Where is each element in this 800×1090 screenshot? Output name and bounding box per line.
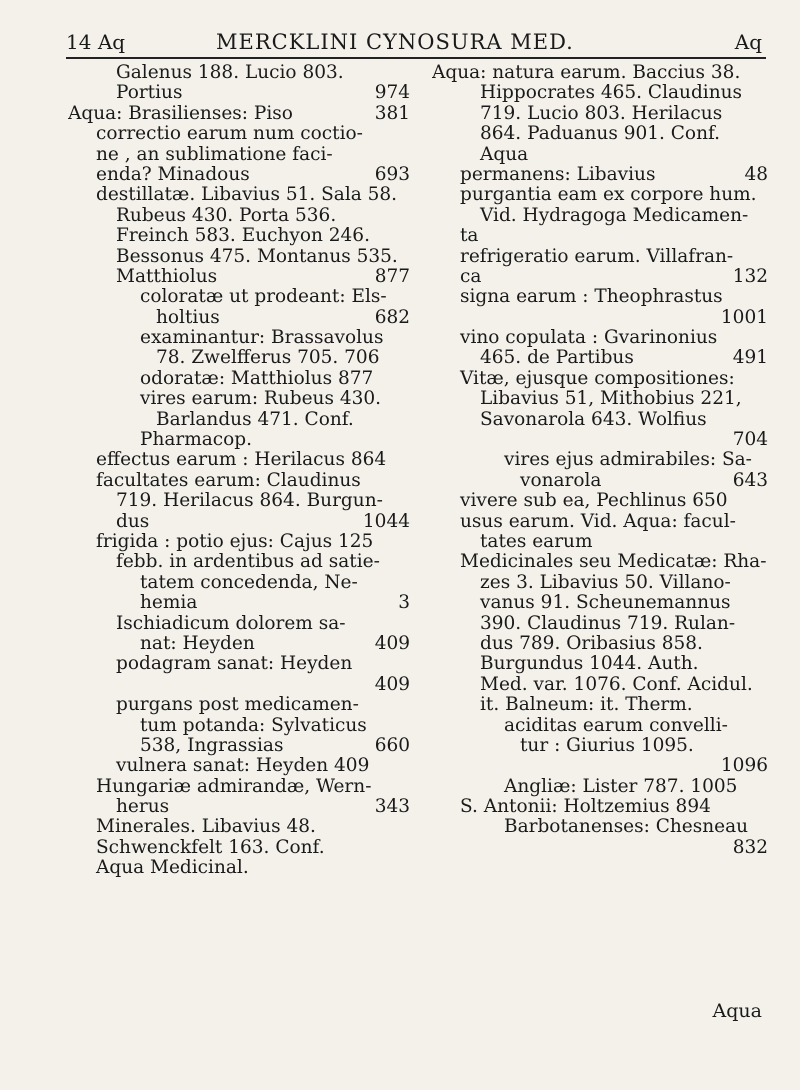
index-line [68, 654, 410, 674]
index-entry-text: 78. Zwelfferus 705. 706 [156, 348, 380, 369]
index-entry-text: 864. Paduanus 901. Conf. [480, 124, 721, 145]
index-line [432, 83, 768, 103]
index-entry-page-ref: 877 [374, 266, 410, 287]
index-line [432, 247, 768, 267]
index-entry-text: Hungariæ admirandæ, Wern- [96, 776, 372, 797]
index-line [432, 185, 768, 205]
index-line [432, 838, 768, 858]
index-entry-text: tatem concedenda, Ne- [140, 572, 358, 593]
index-entry-text: odoratæ: Matthiolus 877 [140, 368, 374, 389]
index-line [68, 532, 410, 552]
index-line [68, 736, 410, 756]
index-entry-text: Aqua: Brasilienses: Piso [68, 103, 293, 124]
index-entry-text: nat: Heyden [140, 633, 255, 654]
index-entry-text: refrigeratio earum. Villafran- [460, 246, 734, 267]
index-line [432, 654, 768, 674]
header-rule [66, 57, 766, 59]
index-line [432, 389, 768, 409]
index-entry-page-ref: 409 [374, 674, 410, 695]
index-entry-text: Angliæ: Lister 787. 1005 [504, 776, 738, 797]
index-entry-text: ca [460, 266, 482, 287]
index-line [68, 145, 410, 165]
index-entry-text: Bessonus 475. Montanus 535. [116, 246, 398, 267]
index-entry-text: facultates earum: Claudinus [96, 470, 361, 491]
index-entry-text: Rubeus 430. Porta 536. [116, 205, 337, 226]
index-line [432, 430, 768, 450]
index-line [432, 124, 768, 144]
index-line [68, 450, 410, 470]
index-entry-text: usus earum. Vid. Aqua: facul- [460, 511, 736, 532]
index-line [68, 797, 410, 817]
index-line [68, 83, 410, 103]
index-entry-text: Minerales. Libavius 48. [96, 817, 316, 838]
index-entry-text: hemia [140, 593, 198, 614]
index-line [68, 389, 410, 409]
index-entry-text: herus [116, 797, 170, 818]
index-line [68, 267, 410, 287]
index-line [432, 634, 768, 654]
index-entry-text: Med. var. 1076. Conf. Acidul. [480, 674, 753, 695]
index-entry-text: purgans post medicamen- [116, 695, 359, 716]
index-entry-text: aciditas earum convelli- [504, 715, 728, 736]
index-line [68, 756, 410, 776]
index-entry-page-ref: 693 [374, 164, 410, 185]
signature-left: Aq [97, 30, 126, 54]
index-entry-text: Vid. Hydragoga Medicamen- [480, 205, 749, 226]
index-entry-text: effectus earum : Herilacus 864 [96, 450, 387, 471]
index-line [432, 491, 768, 511]
right-column [432, 63, 768, 858]
index-line [68, 675, 410, 695]
index-line [432, 287, 768, 307]
index-line [432, 593, 768, 613]
index-line [68, 247, 410, 267]
index-line [68, 63, 410, 83]
index-line [432, 675, 768, 695]
index-entry-text: vires earum: Rubeus 430. [140, 389, 382, 410]
index-entry-text: Portius [116, 83, 183, 104]
index-line [68, 716, 410, 736]
index-line [432, 450, 768, 470]
index-line [68, 430, 410, 450]
index-entry-page-ref: 343 [374, 797, 410, 818]
index-line [432, 736, 768, 756]
catchword: Aqua [712, 1000, 762, 1022]
index-line [432, 817, 768, 837]
index-line [68, 512, 410, 532]
index-entry-page-ref: 48 [744, 164, 768, 185]
signature-right: Aq [734, 30, 762, 54]
index-entry-text: febb. in ardentibus ad satie- [116, 552, 380, 573]
index-line [68, 634, 410, 654]
index-entry-text: destillatæ. Libavius 51. Sala 58. [96, 185, 398, 206]
index-line [68, 593, 410, 613]
index-line [68, 858, 410, 878]
index-entry-text: zes 3. Libavius 50. Villano- [480, 572, 731, 593]
index-entry-page-ref: 643 [732, 470, 768, 491]
index-entry-text: Aqua Medicinal. [96, 858, 249, 879]
index-entry-page-ref: 381 [374, 103, 410, 124]
index-line [432, 756, 768, 776]
index-line [68, 817, 410, 837]
index-entry-text: ta [460, 226, 479, 247]
index-entry-text: Galenus 188. Lucio 803. [116, 63, 344, 83]
index-entry-text: 719. Herilacus 864. Burgun- [116, 491, 383, 512]
index-line [68, 410, 410, 430]
index-line [68, 287, 410, 307]
index-line [432, 328, 768, 348]
index-entry-text: coloratæ ut prodeant: Els- [140, 287, 387, 308]
index-entry-text: vonarola [520, 470, 602, 491]
running-header [66, 30, 770, 58]
index-entry-text: ne , an sublimatione faci- [96, 144, 333, 165]
index-entry-text: tur : Giurius 1095. [520, 735, 694, 756]
index-entry-text: holtius [156, 307, 220, 328]
index-entry-page-ref: 132 [732, 266, 768, 287]
index-entry-text: dus 789. Oribasius 858. [480, 633, 703, 654]
index-entry-page-ref: 682 [374, 307, 410, 328]
index-entry-page-ref: 974 [374, 83, 410, 104]
index-entry-text: Schwenckfelt 163. Conf. [96, 837, 325, 858]
index-line [432, 614, 768, 634]
index-entry-text: vino copulata : Gvarinonius [460, 328, 718, 349]
index-entry-text: purgantia eam ex corpore hum. [460, 185, 757, 206]
index-line [432, 63, 768, 83]
index-entry-text: it. Balneum: it. Therm. [480, 695, 693, 716]
index-line [432, 552, 768, 572]
index-line [68, 328, 410, 348]
index-line [432, 532, 768, 552]
index-line [68, 552, 410, 572]
index-line [432, 226, 768, 246]
index-line [432, 369, 768, 389]
index-entry-page-ref: 660 [374, 735, 410, 756]
index-entry-text: Hippocrates 465. Claudinus [480, 83, 743, 104]
index-entry-text: Burgundus 1044. Auth. [480, 654, 699, 675]
index-line [68, 471, 410, 491]
index-line [68, 165, 410, 185]
left-column [68, 63, 410, 879]
index-entry-text: Medicinales seu Medicatæ: Rha- [460, 552, 767, 573]
index-line [432, 165, 768, 185]
index-line [68, 206, 410, 226]
index-entry-text: examinantur: Brassavolus [140, 328, 384, 349]
index-entry-text: Libavius 51, Mithobius 221, [480, 389, 742, 410]
index-entry-text: Savonarola 643. Wolfius [480, 409, 707, 430]
index-entry-page-ref: 1096 [720, 756, 768, 777]
index-line [68, 491, 410, 511]
index-line [68, 124, 410, 144]
index-entry-text: S. Antonii: Holtzemius 894 [460, 797, 711, 818]
index-line [68, 838, 410, 858]
index-entry-text: podagram sanat: Heyden [116, 654, 353, 675]
index-line [432, 145, 768, 165]
index-entry-text: 390. Claudinus 719. Rulan- [480, 613, 736, 634]
index-entry-text: Barlandus 471. Conf. [156, 409, 354, 430]
index-entry-text: Matthiolus [116, 266, 218, 287]
running-title: MERCKLINI CYNOSURA MED. [216, 30, 574, 54]
index-entry-page-ref: 832 [732, 837, 768, 858]
index-entry-text: Vitæ, ejusque compositiones: [460, 368, 735, 389]
index-entry-page-ref: 491 [732, 348, 768, 369]
index-entry-text: 538, Ingrassias [140, 735, 284, 756]
index-line [432, 267, 768, 287]
index-line [432, 410, 768, 430]
index-entry-text: enda? Minadous [96, 164, 250, 185]
index-entry-text: Freinch 583. Euchyon 246. [116, 226, 370, 247]
index-entry-page-ref: 409 [374, 633, 410, 654]
index-line [432, 695, 768, 715]
index-entry-text: Pharmacop. [140, 430, 253, 451]
index-entry-text: vires ejus admirabiles: Sa- [504, 450, 752, 471]
index-entry-text: tum potanda: Sylvaticus [140, 715, 367, 736]
index-line [68, 573, 410, 593]
index-line [68, 614, 410, 634]
index-line [432, 206, 768, 226]
index-entry-text: frigida : potio ejus: Cajus 125 [96, 531, 374, 552]
index-line [68, 185, 410, 205]
index-line [68, 777, 410, 797]
index-line [432, 471, 768, 491]
index-entry-text: dus [116, 511, 150, 532]
page-number-and-signature [66, 30, 125, 54]
index-entry-text: vulnera sanat: Heyden 409 [116, 756, 370, 777]
index-line [432, 573, 768, 593]
index-entry-page-ref: 704 [732, 430, 768, 451]
index-line [68, 695, 410, 715]
index-entry-text: Barbotanenses: Chesneau [504, 817, 749, 838]
index-entry-text: correctio earum num coctio- [96, 124, 363, 145]
index-entry-text: 719. Lucio 803. Herilacus [480, 103, 723, 124]
page-number: 14 [66, 30, 92, 54]
index-entry-text: 465. de Partibus [480, 348, 634, 369]
index-entry-text: Aqua: natura earum. Baccius 38. [432, 63, 741, 83]
index-entry-text: signa earum : Theophrastus [460, 287, 723, 308]
index-entry-page-ref: 3 [398, 593, 410, 614]
index-entry-text: tates earum [480, 531, 593, 552]
index-line [432, 716, 768, 736]
index-entry-text: Ischiadicum dolorem sa- [116, 613, 346, 634]
index-line [432, 308, 768, 328]
index-entry-text: Aqua [480, 144, 529, 165]
index-line [68, 226, 410, 246]
index-entry-text: permanens: Libavius [460, 164, 656, 185]
index-line [432, 104, 768, 124]
index-line [68, 104, 410, 124]
index-line [432, 512, 768, 532]
index-entry-page-ref: 1044 [362, 511, 410, 532]
index-line [432, 777, 768, 797]
index-line [68, 308, 410, 328]
index-line [68, 369, 410, 389]
index-line [432, 348, 768, 368]
index-entry-page-ref: 1001 [720, 307, 768, 328]
index-entry-text: vanus 91. Scheunemannus [480, 593, 731, 614]
index-entry-text: vivere sub ea, Pechlinus 650 [460, 491, 728, 512]
index-line [432, 797, 768, 817]
index-line [68, 348, 410, 368]
